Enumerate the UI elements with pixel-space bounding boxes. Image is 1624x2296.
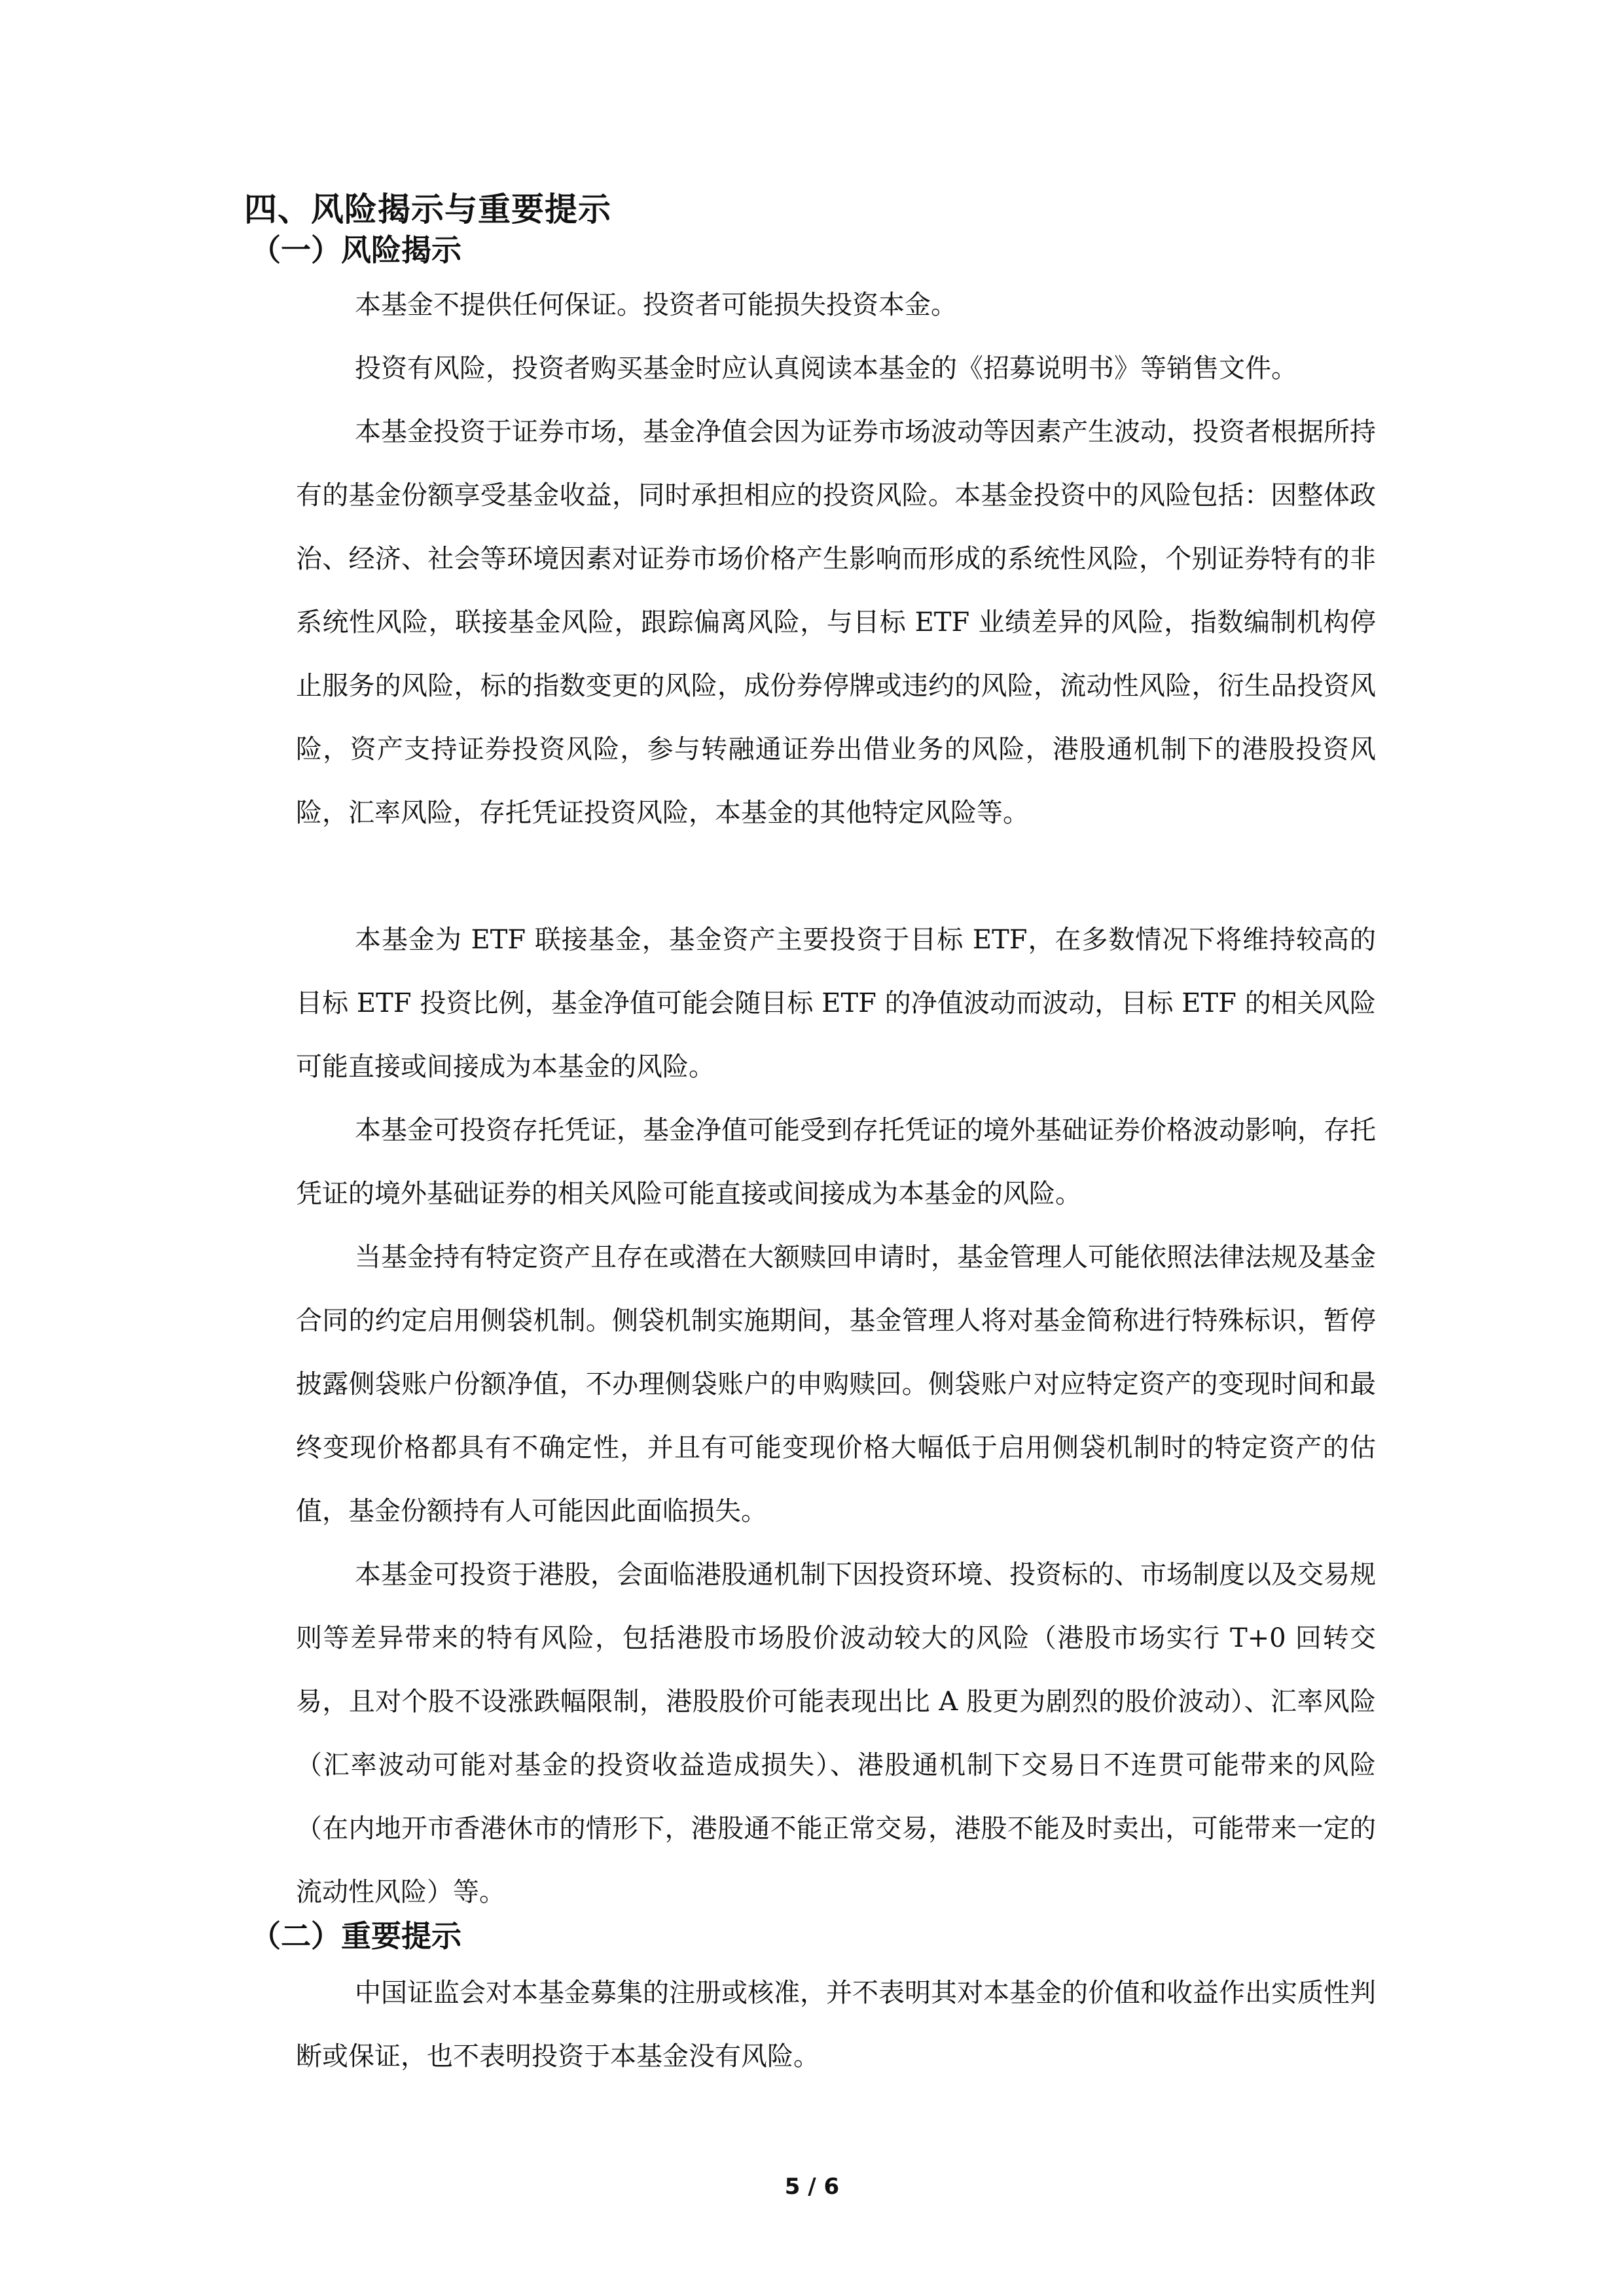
page-number: 5 / 6 <box>784 2174 840 2200</box>
paragraph-read-prospectus: 投资有风险，投资者购买基金时应认真阅读本基金的《招募说明书》等销售文件。 <box>355 353 1297 384</box>
paragraph-depositary-receipt-risk: 本基金可投资存托凭证，基金净值可能受到存托凭证的境外基础证券价格波动影响，存托凭证的境外基础证券的相关风险可能直接或间接成为本基金的风险。 <box>296 1115 1376 1209</box>
paragraph-hk-stock-connect-risk: 本基金可投资于港股，会面临港股通机制下因投资环境、投资标的、市场制度以及交易规则等差异带来的特有风险，包括港股市场股价波动较大的风险（港股市场实行 T+0 回转交易，且对个股不设涨跌幅限制，港股股价可能表现出比 A 股更为剧烈的股价波动）、汇率风险（汇率波动可能对基金的投资收益造成损失）、港股通机制下交易日不连贯可能带来的风险（在内地开市香港休市的情形下，港股通不能正常交易，港股不能及时卖出，可能带来一定的流动性风险）等。 <box>296 1560 1376 1907</box>
section-title: 四、风险揭示与重要提示 <box>244 190 611 228</box>
paragraph-side-pocket-mechanism: 当基金持有特定资产且存在或潜在大额赎回申请时，基金管理人可能依照法律法规及基金合同的约定启用侧袋机制。侧袋机制实施期间，基金管理人将对基金简称进行特殊标识，暂停披露侧袋账户份额净值，不办理侧袋账户的申购赎回。侧袋账户对应特定资产的变现时间和最终变现价格都具有不确定性，并且有可能变现价格大幅低于启用侧袋机制时的特定资产的估值，基金份额持有人可能因此面临损失。 <box>296 1242 1376 1526</box>
paragraph-etf-feeder-risk: 本基金为 ETF 联接基金，基金资产主要投资于目标 ETF，在多数情况下将维持较高的目标 ETF 投资比例，基金净值可能会随目标 ETF 的净值波动而波动，目标 ETF 的相关风险可能直接或间接成为本基金的风险。 <box>296 925 1376 1082</box>
paragraph-no-guarantee: 本基金不提供任何保证。投资者可能损失投资本金。 <box>355 290 957 320</box>
paragraph-market-risks: 本基金投资于证券市场，基金净值会因为证券市场波动等因素产生波动，投资者根据所持有的基金份额享受基金收益，同时承担相应的投资风险。本基金投资中的风险包括：因整体政治、经济、社会等环境因素对证券市场价格产生影响而形成的系统性风险，个别证券特有的非系统性风险，联接基金风险，跟踪偏离风险，与目标 ETF 业绩差异的风险，指数编制机构停止服务的风险，标的指数变更的风险，成份券停牌或违约的风险，流动性风险，衍生品投资风险，资产支持证券投资风险，参与转融通证券出借业务的风险，港股通机制下的港股投资风险，汇率风险，存托凭证投资风险，本基金的其他特定风险等。 <box>296 417 1376 828</box>
subsection-heading-important-notice: （二）重要提示 <box>251 1918 461 1954</box>
paragraph-csrc-notice: 中国证监会对本基金募集的注册或核准，并不表明其对本基金的价值和收益作出实质性判断或保证，也不表明投资于本基金没有风险。 <box>296 1978 1376 2072</box>
subsection-heading-risk-disclosure: （一）风险揭示 <box>251 232 461 268</box>
